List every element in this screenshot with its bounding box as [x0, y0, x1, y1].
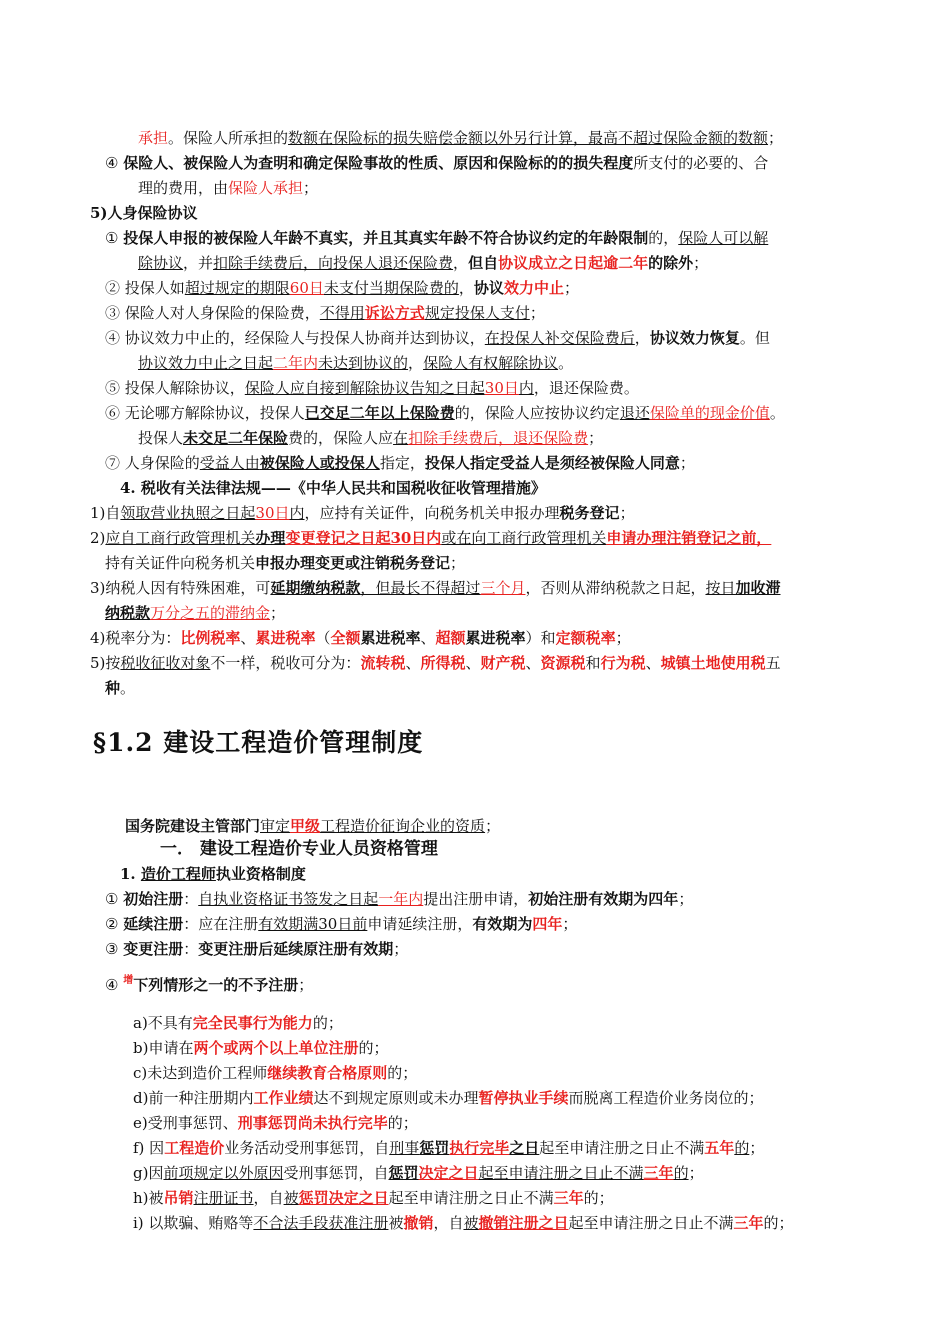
text-span: 保险人承担	[228, 179, 304, 197]
text-span: 。	[120, 679, 136, 697]
text-span: 一． 建设工程造价专业人员资格管理	[160, 839, 438, 859]
text-span: 四年	[532, 915, 563, 933]
text-span: ⑤ 投保人解除协议，	[105, 379, 245, 397]
text-line	[133, 1213, 794, 1233]
text-span: 扣除手续费后，退还保险费	[408, 429, 589, 447]
text-span: 万分之五的滞纳金	[150, 604, 271, 622]
text-span: 起至申请注册之日止不满	[388, 1189, 554, 1207]
text-span: 暂停执业手续	[478, 1089, 569, 1107]
text-span: 办理	[255, 529, 286, 547]
text-span: 一年内	[378, 890, 424, 908]
text-span: 的；	[358, 1039, 389, 1057]
text-line	[138, 253, 708, 273]
text-span: 累进税率	[255, 629, 316, 647]
text-span: ；	[303, 179, 319, 197]
text-span: 所得税	[420, 654, 466, 672]
text-span: i) 以欺骗、贿赂等	[133, 1214, 254, 1232]
text-span: 投保人	[138, 429, 184, 447]
text-span: 指定，	[379, 454, 425, 472]
text-span: 被保险人或投保人	[259, 454, 380, 472]
text-span: 三年	[643, 1164, 674, 1182]
text-span: 惩罚	[419, 1139, 450, 1157]
text-span: 在投保人补交保险费后	[484, 329, 635, 347]
text-span: 不得用	[319, 304, 365, 322]
text-line	[138, 178, 318, 198]
text-span: 理的费用，由	[138, 179, 229, 197]
text-span: ，否则从滞纳税款之日起，	[525, 579, 706, 597]
text-span: 三年	[553, 1189, 584, 1207]
text-span: 执业资格制度	[215, 865, 306, 883]
text-span: ；	[562, 915, 578, 933]
text-span: b)申请在	[133, 1039, 194, 1057]
text-span: 受刑事惩罚，自	[283, 1164, 389, 1182]
text-span: ；	[768, 129, 784, 147]
text-span: 的	[734, 1139, 750, 1157]
text-span: 的，保险人应按协议约定	[454, 404, 620, 422]
text-line	[133, 1063, 417, 1083]
text-span: 申请办理注销登记之前，	[606, 529, 772, 547]
text-line	[105, 328, 770, 348]
text-span: 种	[105, 679, 121, 697]
text-span: ③ 保险人对人身保险的保险费，	[105, 304, 320, 322]
text-line	[105, 914, 577, 934]
text-span: 吊销	[163, 1189, 194, 1207]
text-span: 在	[393, 429, 409, 447]
text-line	[105, 378, 639, 398]
text-span: 流转税	[360, 654, 406, 672]
text-span: 起至申请注册之日止不满	[478, 1164, 644, 1182]
text-span: 4. 税收有关法律法规——《中华人民共和国税收征收管理措施》	[120, 479, 546, 497]
text-span: 刑事	[389, 1139, 420, 1157]
text-span: 税收征收对象	[120, 654, 211, 672]
text-span: ④ 协议效力中止的，经保险人与投保人协商并达到协议，	[105, 329, 485, 347]
text-span: 4)税率分为：	[90, 629, 181, 647]
text-span: 之日	[509, 1139, 540, 1157]
text-span: 规定投保人支付	[424, 304, 530, 322]
text-span: 执行完毕	[449, 1139, 510, 1157]
text-span: 三年	[733, 1214, 764, 1232]
text-span: 、	[240, 629, 256, 647]
text-span: 累进税率	[360, 629, 421, 647]
text-span: 申报办理变更或注销税务登记	[255, 554, 451, 572]
text-span: 的；	[387, 1114, 418, 1132]
text-span: 数额在保险标的损失赔偿金额以外另行计算，最高不超过保险金额的数额	[288, 129, 769, 147]
text-line	[133, 1113, 418, 1133]
text-span: ：	[183, 890, 199, 908]
text-span: ，	[634, 329, 650, 347]
text-span: 初始注册	[123, 890, 184, 908]
text-line	[105, 678, 135, 698]
text-span: 被	[463, 1214, 479, 1232]
text-span: ；	[588, 429, 604, 447]
text-span: 2)	[90, 529, 106, 547]
text-span: 审定	[260, 817, 291, 835]
text-span: 起至申请注册之日止不满	[568, 1214, 734, 1232]
text-line	[90, 503, 635, 523]
text-span: 60日	[289, 279, 324, 297]
text-span: 保险人有权解除协议	[423, 354, 559, 372]
text-span: ，	[458, 279, 474, 297]
text-span: ，自	[253, 1189, 284, 1207]
text-span: 变更注册	[123, 940, 184, 958]
text-span: 内	[518, 379, 534, 397]
text-span: 变更登记之日起30日内	[285, 529, 442, 547]
text-line	[90, 628, 631, 648]
text-span: 。	[558, 354, 574, 372]
text-span: a)不具有	[133, 1014, 193, 1032]
text-span: 投保人指定受益人是须经被保险人同意	[424, 454, 680, 472]
subsection-heading	[160, 839, 438, 859]
text-span: ；	[619, 504, 635, 522]
text-span: 五年	[704, 1139, 735, 1157]
text-span: 扣除手续费后，向投保人退还保险费	[213, 254, 454, 272]
text-span: e)受刑事惩罚、	[133, 1114, 238, 1132]
text-span: ；	[270, 604, 286, 622]
text-span: 的；	[763, 1214, 794, 1232]
text-line	[105, 975, 313, 998]
text-line	[105, 403, 785, 423]
text-span: ；	[615, 629, 631, 647]
section-heading	[93, 728, 423, 758]
text-span: 业务活动受刑事惩罚，自	[224, 1139, 390, 1157]
text-span: 起至申请注册之日止不满	[539, 1139, 705, 1157]
text-line	[105, 553, 465, 573]
text-span: 完全民事行为能力	[192, 1014, 313, 1032]
text-span: 30日	[484, 379, 519, 397]
text-span: 申请延续注册，	[367, 915, 473, 933]
text-span: 工程造价	[164, 1139, 225, 1157]
text-span: ⑦ 人身保险的	[105, 454, 200, 472]
text-span: ：	[183, 940, 199, 958]
text-span: 惩罚决定之日	[298, 1189, 389, 1207]
text-line	[105, 228, 768, 248]
text-span: 的，	[648, 229, 679, 247]
text-span: ①	[105, 890, 124, 908]
text-span: ，应持有关证件，向税务机关申报办理	[304, 504, 560, 522]
text-span: 3)纳税人因有特殊困难，可	[90, 579, 271, 597]
text-span: 撤销注册之日	[478, 1214, 569, 1232]
text-span: 造价工程师	[140, 865, 216, 883]
text-span: 超过规定的期限	[184, 279, 290, 297]
text-span: 下列情形之一的不予注册	[133, 976, 299, 994]
text-span: ；	[485, 817, 501, 835]
text-span: 持有关证件向税务机关	[105, 554, 256, 572]
text-span: 效力中止	[503, 279, 564, 297]
text-span: 增	[123, 975, 134, 986]
text-span: ；	[693, 254, 709, 272]
text-span: 三个月	[480, 579, 526, 597]
text-span: 保险人、被保险人为查明和确定保险事故的性质、原因和保险标的的损失程度	[123, 154, 634, 172]
text-span: 两个或两个以上单位注册	[193, 1039, 359, 1057]
text-span: 初始注册有效期为四年	[528, 890, 679, 908]
text-span: 协议效力恢复	[649, 329, 740, 347]
text-span: 工程造价征询企业的资质	[320, 817, 486, 835]
text-span: 费的，保险人应	[288, 429, 394, 447]
text-span: 应自工商行政管理机关	[105, 529, 256, 547]
text-span: 延期缴纳税款	[270, 579, 361, 597]
text-span: ）和	[525, 629, 556, 647]
text-span: 5)按	[90, 654, 121, 672]
text-line	[105, 153, 768, 173]
text-line	[120, 478, 546, 498]
text-line	[133, 1088, 764, 1108]
text-span: 定额税率	[555, 629, 616, 647]
text-span: 甲级	[290, 817, 321, 835]
text-line	[105, 889, 693, 909]
text-span: 比例税率	[180, 629, 241, 647]
text-span: 协议效力中止之日起	[138, 354, 274, 372]
text-span: 、	[465, 654, 481, 672]
text-span: ；	[678, 890, 694, 908]
text-line	[138, 128, 783, 148]
text-span: 或在向工商行政管理机关	[441, 529, 607, 547]
text-span: ，自	[433, 1214, 464, 1232]
text-span: 退还	[619, 404, 650, 422]
text-span: 内	[289, 504, 305, 522]
text-span: c)未达到造价工程师	[133, 1064, 268, 1082]
text-line	[90, 653, 781, 673]
text-span: ④	[105, 154, 124, 172]
text-span: 超额	[435, 629, 466, 647]
text-span: ，	[408, 354, 424, 372]
text-span: 的	[673, 1164, 689, 1182]
text-span: ，退还保险费。	[533, 379, 639, 397]
text-span: 继续教育合格原则	[267, 1064, 388, 1082]
text-span: §1.2 建设工程造价管理制度	[93, 728, 424, 757]
text-span: ；	[563, 279, 579, 297]
text-span: 五	[765, 654, 781, 672]
text-span: 不一样，税收可分为：	[210, 654, 361, 672]
text-line	[133, 1138, 764, 1158]
text-line	[138, 353, 573, 373]
text-span: ；	[679, 454, 695, 472]
text-span: 5)人身保险协议	[90, 204, 198, 222]
text-line	[133, 1038, 389, 1058]
text-span: 未支付当期保险费的	[323, 279, 459, 297]
text-span: 行为税	[600, 654, 646, 672]
text-span: 、	[420, 629, 436, 647]
text-span: 不合法手段获准注册	[253, 1214, 389, 1232]
text-span: ；	[529, 304, 545, 322]
text-span: 全额	[330, 629, 361, 647]
text-span: ②	[105, 915, 124, 933]
text-span: 。保险人所承担的	[168, 129, 289, 147]
text-span: ⑥ 无论哪方解除协议，投保人	[105, 404, 305, 422]
text-span: 但自	[468, 254, 499, 272]
text-span: ；	[749, 1139, 765, 1157]
text-span: 除协议	[138, 254, 184, 272]
text-span: 被	[283, 1189, 299, 1207]
text-span: 、	[405, 654, 421, 672]
text-span: 变更注册后延续原注册有效期	[198, 940, 394, 958]
text-span: 而脱离工程造价业务岗位的；	[568, 1089, 764, 1107]
text-span: 资源税	[540, 654, 586, 672]
text-span: 达不到规定原则或未办理	[313, 1089, 479, 1107]
text-span: 延续注册	[123, 915, 184, 933]
text-span: 的；	[583, 1189, 614, 1207]
text-line	[138, 428, 603, 448]
text-span: ，	[453, 254, 469, 272]
text-span: 的；	[387, 1064, 418, 1082]
text-span: 所支付的必要的、合	[633, 154, 769, 172]
text-span: 已交足二年以上保险费	[304, 404, 455, 422]
text-span: d)前一种注册期内	[133, 1089, 254, 1107]
text-span: 注册证书	[193, 1189, 254, 1207]
text-span: 纳税款	[105, 604, 151, 622]
text-span: 和	[585, 654, 601, 672]
text-span: 决定之日	[418, 1164, 479, 1182]
text-span: 、	[525, 654, 541, 672]
text-span: 1.	[120, 865, 141, 883]
text-span: ，但最长不得超过	[360, 579, 481, 597]
text-span: 自执业资格证书签发之日起	[198, 890, 379, 908]
text-span: 保险单的现金价值	[649, 404, 770, 422]
text-span: g)因	[133, 1164, 164, 1182]
text-span: 1)自	[90, 504, 121, 522]
text-span: 协议	[473, 279, 504, 297]
text-line	[105, 278, 579, 298]
text-span: 按日	[705, 579, 736, 597]
text-span: 被	[388, 1214, 404, 1232]
text-span: 投保人申报的被保险人年龄不真实，并且其真实年龄不符合协议约定的年龄限制	[123, 229, 649, 247]
text-span: ③	[105, 940, 124, 958]
text-span: 提出注册申请，	[423, 890, 529, 908]
text-span: ；	[393, 940, 409, 958]
text-line	[105, 303, 545, 323]
text-span: 。	[769, 404, 785, 422]
text-line	[120, 864, 306, 884]
text-span: ；	[450, 554, 466, 572]
text-span: ② 投保人如	[105, 279, 185, 297]
text-span: 刑事惩罚尚未执行完毕	[237, 1114, 388, 1132]
text-span: 工作业绩	[253, 1089, 314, 1107]
text-span: 。但	[739, 329, 770, 347]
text-span: 有效期为	[472, 915, 533, 933]
text-span: 的；	[312, 1014, 343, 1032]
text-line	[105, 603, 285, 623]
text-span: 城镇土地使用税	[660, 654, 766, 672]
text-span: 、	[645, 654, 661, 672]
text-span: 领取营业执照之日起	[120, 504, 256, 522]
text-span: 撤销	[403, 1214, 434, 1232]
text-span: （	[315, 629, 331, 647]
text-line	[105, 453, 695, 473]
text-line	[133, 1188, 614, 1208]
text-span: 前项规定以外原因	[163, 1164, 284, 1182]
text-line	[90, 578, 781, 598]
text-span: f) 因	[133, 1139, 165, 1157]
text-line	[90, 203, 198, 223]
text-span: 保险人应自接到解除协议告知之日起	[244, 379, 485, 397]
text-span: 承担	[138, 129, 169, 147]
text-span: ；	[298, 976, 314, 994]
text-span: 诉讼方式	[364, 304, 425, 322]
text-line	[133, 1163, 704, 1183]
text-span: 未达到协议的	[318, 354, 409, 372]
text-span: ；	[688, 1164, 704, 1182]
text-span: 有效期满30日前	[258, 915, 368, 933]
text-line	[133, 1013, 343, 1033]
text-span: 受益人由	[199, 454, 260, 472]
text-span: 惩罚	[388, 1164, 419, 1182]
text-span: 二年内	[273, 354, 319, 372]
text-span: 累进税率	[465, 629, 526, 647]
text-span: 加收滞	[735, 579, 781, 597]
text-span: 30日	[255, 504, 290, 522]
text-span: ①	[105, 229, 124, 247]
text-span: 保险人可以解	[678, 229, 769, 247]
text-span: 协议成立之日起逾二年	[498, 254, 649, 272]
text-span: h)被	[133, 1189, 164, 1207]
text-line	[105, 939, 408, 959]
text-span: ④	[105, 976, 124, 994]
text-line	[90, 528, 771, 548]
text-span: ，并	[183, 254, 214, 272]
text-span: ：应在注册	[183, 915, 259, 933]
text-span: 国务院建设主管部门	[125, 817, 261, 835]
text-line	[125, 816, 500, 836]
text-span: 税务登记	[559, 504, 620, 522]
text-span: 的除外	[648, 254, 694, 272]
text-span: 未交足二年保险	[183, 429, 289, 447]
text-span: 财产税	[480, 654, 526, 672]
